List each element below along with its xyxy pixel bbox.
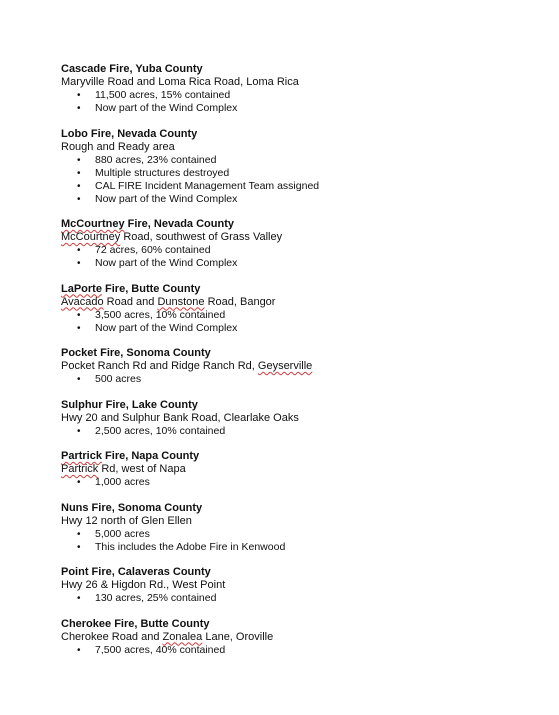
fire-detail-bullet: • 3,500 acres, 10% contained [61,309,521,322]
fire-title [61,283,521,296]
fire-title-flagged-word: Partrick [61,450,102,462]
fire-title [61,218,521,231]
fire-title-text: Lobo Fire, Nevada County [61,127,198,140]
fire-location [61,412,521,425]
fire-detail-bullet: • Now part of the Wind Complex [61,193,521,206]
fire-location-text: Cherokee Road and [61,630,163,643]
fire-location-text: Hwy 26 & Higdon Rd., West Point [61,579,226,591]
fire-detail-bullet: • CAL FIRE Incident Management Team assigned [61,180,521,193]
fire-details-list [61,592,521,605]
fire-entry [61,618,521,657]
fire-title-text: Fire, Nevada County [124,218,234,230]
fire-detail-bullet: • 130 acres, 25% contained [61,592,521,605]
fire-title [61,63,521,76]
fire-location-flagged-word: Partrick [61,463,99,475]
fire-details-list [61,89,521,115]
fire-details-list [61,309,521,335]
fire-location [61,463,521,476]
fire-location-flagged-word: Zonalea [162,630,203,643]
fire-detail-bullet: • Multiple structures destroyed [61,167,521,180]
fire-details-list [61,373,521,386]
fire-location [61,515,521,528]
fire-title [61,566,521,579]
fire-detail-bullet: • This includes the Adobe Fire in Kenwood [61,541,521,554]
fire-detail-bullet: • Now part of the Wind Complex [61,257,521,270]
fire-title [61,128,521,141]
fire-title [61,399,521,412]
fire-location-text: Maryville Road and Loma Rica Road, Loma Rica [61,76,299,88]
fire-entry [61,218,521,270]
fire-location [61,76,521,89]
fire-details-list [61,244,521,270]
fire-title-text: Pocket Fire, Sonoma County [61,347,211,359]
fire-title [61,347,521,360]
fire-title-text: Fire, Butte County [101,282,201,295]
fire-location [61,231,521,244]
fire-location-text: Rough and Ready area [61,140,175,153]
fire-location-text: Pocket Ranch Rd and Ridge Ranch Rd, [61,360,258,372]
fire-location-flagged-word: Dunstone [157,295,205,308]
fire-title-text: Sulphur Fire, Lake County [61,398,198,411]
fire-title [61,618,521,631]
fire-location-text: Road, Bangor [204,295,276,308]
fire-detail-bullet: • 1,000 acres [61,476,521,489]
fire-location [61,296,521,309]
fire-location [61,360,521,373]
fire-location-text: Road and [103,295,158,308]
fire-location-text: Lane, Oroville [202,630,274,643]
fire-report-list [61,63,521,669]
fire-title [61,450,521,463]
fire-location-text: Rd, west of Napa [98,463,186,475]
fire-location-flagged-word: Avacado [61,295,104,308]
fire-detail-bullet: • 5,000 acres [61,528,521,541]
fire-title-text: Cascade Fire, Yuba County [61,63,203,75]
fire-location [61,141,521,154]
fire-title-flagged-word: McCourtney [61,218,125,230]
fire-detail-bullet: • 880 acres, 23% contained [61,154,521,167]
fire-title-flagged-word: LaPorte [61,282,102,295]
fire-entry [61,128,521,206]
fire-detail-bullet: • 2,500 acres, 10% contained [61,425,521,438]
fire-location-text: Hwy 12 north of Glen Ellen [61,514,192,527]
fire-entry [61,347,521,386]
fire-details-list [61,528,521,554]
fire-details-list [61,154,521,206]
fire-location-text: Road, southwest of Grass Valley [120,231,283,243]
fire-entry [61,283,521,335]
fire-entry [61,450,521,489]
fire-location [61,631,521,644]
fire-title-text: Cherokee Fire, Butte County [61,617,210,630]
fire-entry [61,399,521,438]
fire-title [61,502,521,515]
fire-location-text: Hwy 20 and Sulphur Bank Road, Clearlake Oaks [61,411,299,424]
fire-detail-bullet: • Now part of the Wind Complex [61,322,521,335]
fire-location-flagged-word: McCourtney [61,231,121,243]
fire-title-text: Nuns Fire, Sonoma County [61,501,203,514]
fire-entry [61,566,521,605]
fire-details-list [61,644,521,657]
fire-title-text: Fire, Napa County [101,450,200,462]
fire-title-text: Point Fire, Calaveras County [61,566,211,578]
fire-details-list [61,476,521,489]
fire-details-list [61,425,521,438]
fire-entry [61,502,521,554]
fire-detail-bullet: • 11,500 acres, 15% contained [61,89,521,102]
fire-detail-bullet: • 7,500 acres, 40% contained [61,644,521,657]
fire-location [61,579,521,592]
fire-detail-bullet: • 500 acres [61,373,521,386]
fire-detail-bullet: • Now part of the Wind Complex [61,102,521,115]
fire-detail-bullet: • 72 acres, 60% contained [61,244,521,257]
fire-entry [61,63,521,115]
fire-location-flagged-word: Geyserville [257,360,313,372]
